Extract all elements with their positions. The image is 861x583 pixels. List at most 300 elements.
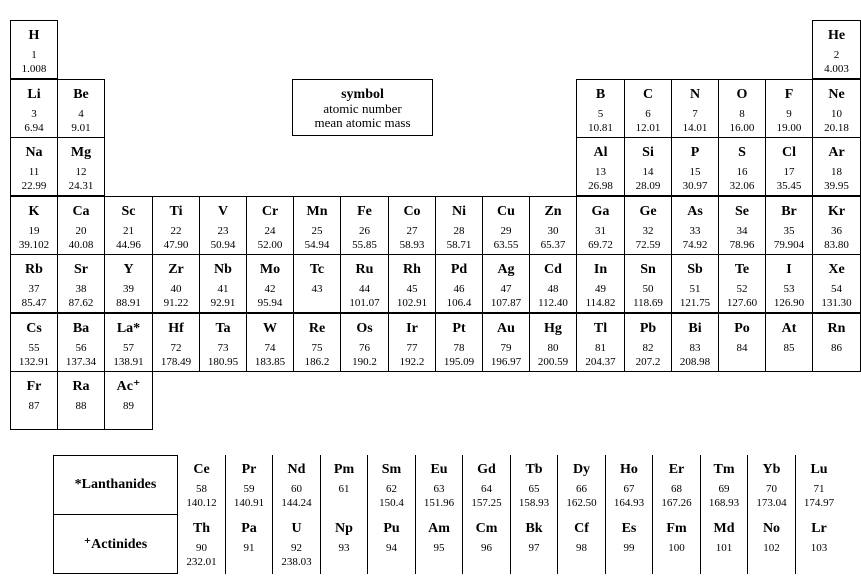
element-symbol: Gd (477, 462, 496, 477)
atomic-mass: 204.37 (585, 356, 616, 368)
element-cell-md (700, 514, 747, 574)
atomic-mass: 40.08 (68, 239, 94, 251)
element-symbol: Xe (828, 262, 845, 277)
atomic-mass: 162.50 (566, 497, 597, 509)
element-symbol: Cu (497, 204, 515, 219)
element-cell-n (671, 79, 719, 138)
element-symbol: Mn (306, 204, 328, 219)
element-cell-h (10, 20, 58, 79)
element-cell-w (246, 313, 294, 372)
atomic-number: 89 (123, 400, 134, 412)
atomic-number: 85 (783, 342, 795, 354)
atomic-number: 37 (28, 283, 40, 295)
element-cell-pb (624, 313, 672, 372)
atomic-mass: 107.87 (490, 297, 522, 309)
atomic-number: 95 (433, 542, 445, 554)
element-cell-at (765, 313, 813, 372)
element-cell-fr (10, 371, 58, 430)
element-cell-rh (388, 254, 436, 313)
element-cell-ge (624, 196, 672, 255)
element-symbol: Tm (713, 462, 735, 477)
legend-symbol: symbol (341, 87, 384, 102)
atomic-number: 76 (359, 342, 370, 354)
element-cell-es (605, 514, 652, 574)
atomic-number: 32 (642, 225, 654, 237)
atomic-mass: 167.26 (661, 497, 692, 509)
atomic-number: 100 (668, 542, 685, 554)
element-symbol: Ru (355, 262, 374, 277)
element-symbol: Th (192, 521, 211, 536)
atomic-number: 101 (715, 542, 733, 554)
atomic-number: 45 (406, 283, 418, 295)
element-cell-in (576, 254, 625, 313)
element-symbol: Cf (574, 521, 589, 536)
element-symbol: B (595, 87, 606, 102)
element-cell-ce (177, 455, 225, 515)
element-cell-la (104, 313, 153, 372)
element-cell-np (320, 514, 367, 574)
atomic-mass: 114.82 (585, 297, 616, 309)
atomic-mass: 106.4 (446, 297, 472, 309)
atomic-number: 70 (766, 483, 777, 495)
element-cell-na (10, 137, 58, 196)
atomic-number: 71 (813, 483, 825, 495)
element-symbol: Tb (525, 462, 543, 477)
element-symbol: Te (734, 262, 750, 277)
atomic-mass: 65.37 (540, 239, 566, 251)
atomic-number: 27 (406, 225, 418, 237)
element-symbol: Np (335, 521, 353, 536)
element-symbol: Pu (383, 521, 400, 536)
element-cell-fe (340, 196, 389, 255)
atomic-mass: 20.18 (824, 122, 849, 134)
atomic-number: 65 (528, 483, 540, 495)
element-cell-os (340, 313, 389, 372)
element-cell-si (624, 137, 672, 196)
lanthanides-label: *Lanthanides (74, 477, 157, 492)
element-symbol: Be (73, 87, 89, 102)
atomic-mass: 24.31 (68, 180, 94, 192)
atomic-number: 21 (123, 225, 134, 237)
element-cell-li (10, 79, 58, 138)
atomic-number: 87 (28, 400, 40, 412)
atomic-number: 50 (642, 283, 654, 295)
element-symbol: Rn (827, 321, 846, 336)
element-symbol: La* (116, 321, 141, 336)
element-symbol: Sc (121, 204, 136, 219)
atomic-mass: 186.2 (304, 356, 330, 368)
element-cell-br (765, 196, 813, 255)
atomic-mass: 127.60 (726, 297, 758, 309)
element-cell-se (718, 196, 766, 255)
element-symbol: Se (735, 204, 749, 219)
element-symbol: Am (428, 521, 450, 536)
atomic-mass: 63.55 (493, 239, 519, 251)
element-cell-pt (435, 313, 483, 372)
element-cell-cd (529, 254, 577, 313)
element-symbol: Pd (450, 262, 468, 277)
element-cell-eu (415, 455, 462, 515)
atomic-number: 79 (500, 342, 512, 354)
atomic-number: 66 (576, 483, 587, 495)
element-cell-sr (57, 254, 105, 313)
atomic-mass: 28.09 (635, 180, 661, 192)
element-symbol: Fe (357, 204, 372, 219)
element-symbol: Sr (74, 262, 88, 277)
atomic-number: 39 (123, 283, 134, 295)
element-symbol: Ra (72, 379, 90, 394)
element-cell-tc (293, 254, 341, 313)
element-symbol: Tl (593, 321, 608, 336)
atomic-number: 74 (264, 342, 276, 354)
element-symbol: F (784, 87, 794, 102)
element-symbol: He (827, 28, 846, 43)
element-symbol: Bi (688, 321, 702, 336)
atomic-number: 26 (359, 225, 370, 237)
atomic-mass: 44.96 (116, 239, 141, 251)
element-cell-cm (462, 514, 510, 574)
element-cell-pu (367, 514, 415, 574)
element-symbol: Fr (26, 379, 42, 394)
actinides-label: ⁺Actinides (83, 536, 148, 552)
element-symbol: Li (27, 87, 41, 102)
atomic-mass: 50.94 (210, 239, 236, 251)
element-symbol: Ir (406, 321, 418, 336)
atomic-number: 1 (31, 49, 37, 61)
element-symbol: Eu (430, 462, 448, 477)
atomic-number: 58 (196, 483, 207, 495)
atomic-mass: 12.01 (635, 122, 661, 134)
element-cell-i (765, 254, 813, 313)
atomic-number: 29 (500, 225, 512, 237)
element-symbol: Si (642, 145, 654, 160)
element-cell-ti (152, 196, 200, 255)
atomic-mass: 14.01 (682, 122, 708, 134)
atomic-number: 6 (645, 108, 651, 120)
atomic-number: 103 (810, 542, 828, 554)
element-cell-bk (510, 514, 557, 574)
element-cell-er (652, 455, 700, 515)
element-symbol: Bk (525, 521, 543, 536)
atomic-number: 62 (386, 483, 397, 495)
atomic-number: 24 (264, 225, 276, 237)
element-symbol: Ac⁺ (116, 379, 141, 394)
element-symbol: Rb (25, 262, 43, 277)
atomic-mass: 232.01 (186, 556, 217, 568)
element-cell-ru (340, 254, 389, 313)
legend-box (292, 79, 433, 136)
atomic-mass: 157.25 (471, 497, 502, 509)
atomic-number: 61 (338, 483, 350, 495)
atomic-number: 63 (433, 483, 445, 495)
atomic-number: 13 (595, 166, 606, 178)
atomic-number: 59 (243, 483, 255, 495)
atomic-number: 16 (736, 166, 748, 178)
atomic-number: 90 (196, 542, 207, 554)
atomic-number: 93 (338, 542, 350, 554)
atomic-mass: 196.97 (490, 356, 522, 368)
element-symbol: In (593, 262, 608, 277)
element-symbol: Cr (261, 204, 279, 219)
element-cell-pa (225, 514, 272, 574)
element-cell-fm (652, 514, 700, 574)
atomic-mass: 1.008 (21, 63, 47, 75)
element-symbol: Ti (169, 204, 183, 219)
atomic-mass: 126.90 (773, 297, 805, 309)
element-symbol: Kr (827, 204, 846, 219)
element-symbol: Fm (666, 521, 687, 536)
atomic-number: 11 (28, 166, 40, 178)
atomic-number: 42 (264, 283, 276, 295)
element-cell-ho (605, 455, 652, 515)
atomic-mass: 4.003 (824, 63, 849, 75)
element-cell-sn (624, 254, 672, 313)
element-symbol: Cl (782, 145, 796, 160)
atomic-mass: 131.30 (821, 297, 852, 309)
element-symbol: Zr (168, 262, 184, 277)
element-cell-dy (557, 455, 605, 515)
element-cell-zr (152, 254, 200, 313)
element-symbol: Sn (640, 262, 656, 277)
element-symbol: Pr (241, 462, 257, 477)
element-symbol: Re (308, 321, 326, 336)
atomic-mass: 174.97 (803, 497, 835, 509)
element-symbol: V (217, 204, 229, 219)
atomic-mass: 208.98 (679, 356, 711, 368)
element-cell-mg (57, 137, 105, 196)
element-cell-te (718, 254, 766, 313)
legend-atomic-number: atomic number (323, 101, 402, 116)
element-cell-pr (225, 455, 272, 515)
element-symbol: Pb (639, 321, 657, 336)
element-symbol: O (736, 87, 748, 102)
atomic-number: 17 (783, 166, 795, 178)
element-symbol: Nb (214, 262, 232, 277)
element-symbol: Pa (241, 521, 257, 536)
atomic-number: 67 (623, 483, 635, 495)
atomic-number: 40 (170, 283, 182, 295)
element-cell-am (415, 514, 462, 574)
atomic-number: 86 (831, 342, 842, 354)
atomic-mass: 47.90 (163, 239, 189, 251)
atomic-mass: 83.80 (824, 239, 849, 251)
atomic-mass: 32.06 (729, 180, 755, 192)
element-symbol: Pm (333, 462, 355, 477)
element-cell-hf (152, 313, 200, 372)
atomic-number: 44 (359, 283, 370, 295)
atomic-number: 88 (75, 400, 87, 412)
atomic-number: 81 (595, 342, 606, 354)
atomic-number: 41 (217, 283, 229, 295)
element-symbol: Cd (544, 262, 562, 277)
atomic-number: 15 (689, 166, 701, 178)
element-cell-s (718, 137, 766, 196)
element-cell-xe (812, 254, 861, 313)
atomic-mass: 200.59 (537, 356, 569, 368)
atomic-number: 9 (786, 108, 792, 120)
atomic-number: 49 (595, 283, 606, 295)
atomic-mass: 87.62 (68, 297, 94, 309)
atomic-mass: 238.03 (281, 556, 312, 568)
element-cell-yb (747, 455, 795, 515)
element-symbol: Sb (687, 262, 703, 277)
atomic-number: 91 (243, 542, 255, 554)
element-cell-cs (10, 313, 58, 372)
element-symbol: Ga (591, 204, 610, 219)
element-symbol: Ba (72, 321, 90, 336)
element-symbol: Y (123, 262, 134, 277)
atomic-number: 33 (689, 225, 701, 237)
element-cell-re (293, 313, 341, 372)
element-cell-tl (576, 313, 625, 372)
atomic-number: 78 (453, 342, 465, 354)
element-cell-cl (765, 137, 813, 196)
element-symbol: Md (713, 521, 735, 536)
element-cell-pm (320, 455, 367, 515)
atomic-mass: 69.72 (588, 239, 613, 251)
element-symbol: Es (621, 521, 637, 536)
element-symbol: At (781, 321, 797, 336)
atomic-mass: 6.94 (24, 122, 44, 134)
atomic-mass: 195.09 (443, 356, 475, 368)
atomic-number: 35 (783, 225, 795, 237)
element-cell-mo (246, 254, 294, 313)
element-symbol: Ag (497, 262, 515, 277)
atomic-number: 75 (311, 342, 323, 354)
atomic-mass: 54.94 (304, 239, 330, 251)
element-cell-u (272, 514, 320, 574)
element-symbol: K (28, 204, 40, 219)
element-symbol: Mg (70, 145, 92, 160)
element-cell-nb (199, 254, 247, 313)
element-cell-ne (812, 79, 861, 138)
atomic-number: 57 (123, 342, 134, 354)
element-cell-ni (435, 196, 483, 255)
element-symbol: Ca (72, 204, 90, 219)
element-cell-rb (10, 254, 58, 313)
atomic-number: 77 (406, 342, 418, 354)
element-cell-c (624, 79, 672, 138)
element-symbol: Ho (620, 462, 638, 477)
element-cell-ag (482, 254, 530, 313)
element-symbol: N (689, 87, 701, 102)
atomic-mass: 140.91 (233, 497, 265, 509)
atomic-number: 7 (692, 108, 698, 120)
element-cell-be (57, 79, 105, 138)
element-cell-al (576, 137, 625, 196)
atomic-number: 69 (718, 483, 730, 495)
atomic-number: 80 (547, 342, 559, 354)
lanthanides-row (53, 455, 835, 515)
element-symbol: Yb (762, 462, 781, 477)
element-symbol: Cm (475, 521, 498, 536)
element-cell-v (199, 196, 247, 255)
element-symbol: Mo (259, 262, 281, 277)
atomic-mass: 190.2 (352, 356, 377, 368)
element-symbol: Pt (452, 321, 466, 336)
atomic-mass: 102.91 (396, 297, 428, 309)
atomic-number: 99 (623, 542, 635, 554)
atomic-mass: 207.2 (635, 356, 661, 368)
element-cell-ta (199, 313, 247, 372)
atomic-number: 96 (481, 542, 492, 554)
atomic-mass: 92.91 (210, 297, 236, 309)
atomic-mass: 112.40 (538, 297, 568, 309)
atomic-mass: 78.96 (729, 239, 755, 251)
atomic-mass: 16.00 (729, 122, 755, 134)
element-symbol: Hf (168, 321, 184, 336)
atomic-number: 84 (736, 342, 748, 354)
atomic-number: 52 (736, 283, 748, 295)
element-cell-ga (576, 196, 625, 255)
element-symbol: No (762, 521, 781, 536)
element-symbol: Ni (452, 204, 466, 219)
atomic-number: 12 (75, 166, 87, 178)
atomic-number: 22 (170, 225, 182, 237)
element-cell-ar (812, 137, 861, 196)
element-symbol: Zn (544, 204, 562, 219)
element-cell-sc (104, 196, 153, 255)
element-cell-f (765, 79, 813, 138)
atomic-mass: 118.69 (633, 297, 663, 309)
element-cell-sb (671, 254, 719, 313)
element-symbol: C (642, 87, 654, 102)
atomic-number: 31 (595, 225, 606, 237)
element-cell-pd (435, 254, 483, 313)
atomic-number: 5 (597, 108, 604, 120)
element-cell-ra (57, 371, 105, 430)
actinides-row (53, 514, 831, 574)
element-cell-cu (482, 196, 530, 255)
atomic-mass: 26.98 (588, 180, 613, 192)
element-cell-no (747, 514, 795, 574)
element-symbol: Os (356, 321, 373, 336)
element-cell-ca (57, 196, 105, 255)
element-cell-co (388, 196, 436, 255)
element-cell-mn (293, 196, 341, 255)
element-cell-lr (795, 514, 842, 574)
element-cell-rn (812, 313, 861, 372)
element-cell-cf (557, 514, 605, 574)
element-symbol: Lr (811, 521, 827, 536)
element-symbol: Po (734, 321, 750, 336)
element-symbol: Ge (639, 204, 657, 219)
atomic-mass: 74.92 (682, 239, 708, 251)
element-cell-tm (700, 455, 747, 515)
element-symbol: Ar (828, 145, 845, 160)
element-cell-tb (510, 455, 557, 515)
atomic-mass: 132.91 (18, 356, 50, 368)
atomic-mass: 150.4 (379, 497, 404, 509)
atomic-number: 82 (642, 342, 654, 354)
element-symbol: Al (593, 145, 608, 160)
atomic-mass: 39.102 (18, 239, 50, 251)
atomic-mass: 9.01 (71, 122, 91, 134)
atomic-mass: 52.00 (257, 239, 283, 251)
atomic-mass: 101.07 (349, 297, 380, 309)
atomic-mass: 88.91 (116, 297, 141, 309)
atomic-mass: 178.49 (160, 356, 192, 368)
element-symbol: Nd (287, 462, 306, 477)
atomic-mass: 35.45 (776, 180, 802, 192)
element-symbol: Br (781, 204, 797, 219)
atomic-mass: 151.96 (423, 497, 455, 509)
element-symbol: W (263, 321, 277, 336)
element-cell-lu (795, 455, 842, 515)
atomic-mass: 137.34 (65, 356, 97, 368)
atomic-mass: 39.95 (824, 180, 849, 192)
atomic-mass: 168.93 (708, 497, 740, 509)
